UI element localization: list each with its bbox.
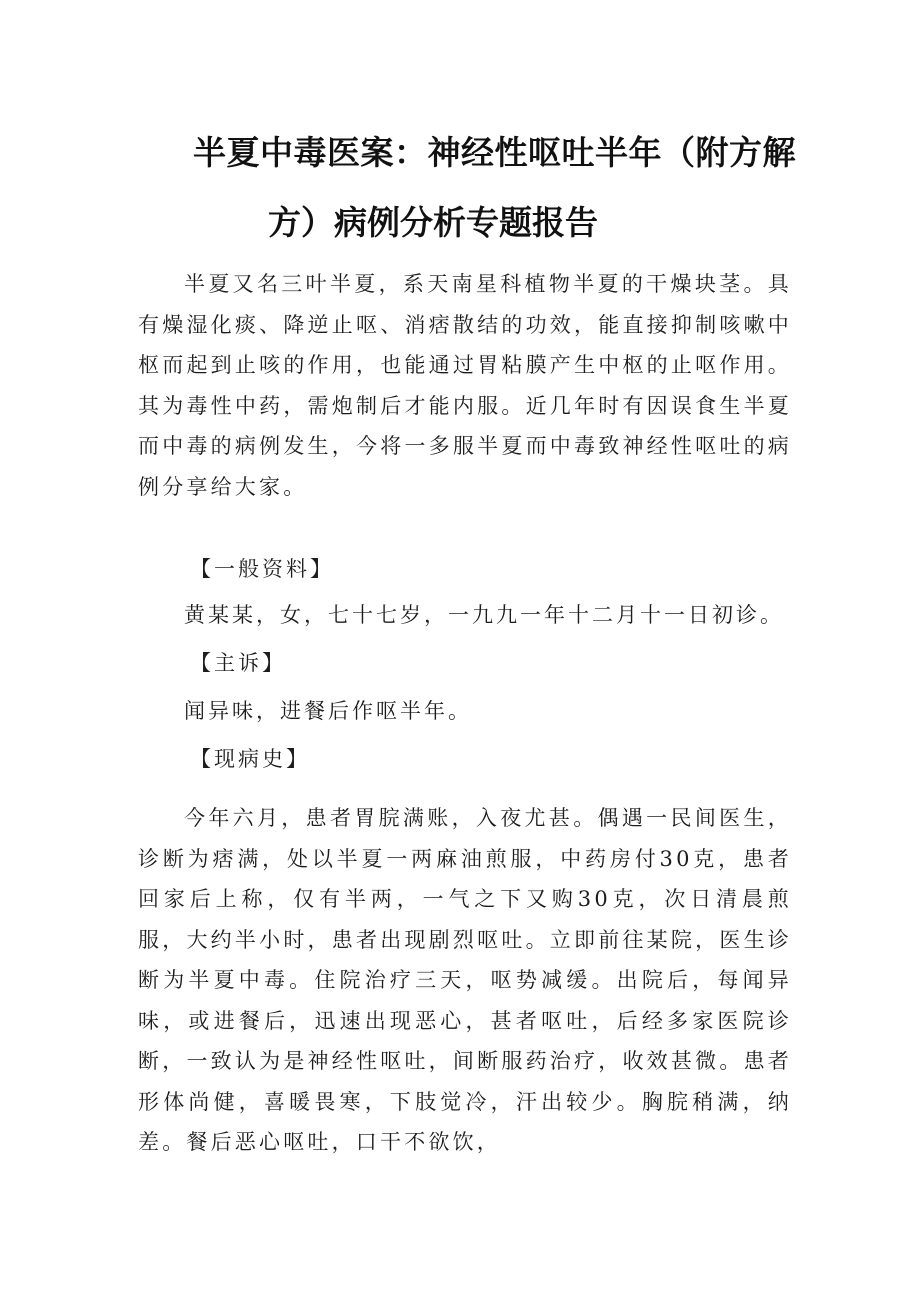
present-illness-heading: 【现病史】	[190, 747, 310, 771]
present-illness-paragraph: 今年六月，患者胃脘满账，入夜尤甚。偶遇一民间医生，诊断为痞满，处以半夏一两麻油煎服，中药房付30克，患者回家后上称，仅有半两，一气之下又购30克，次日清晨煎服，大约半小时，患者出现剧烈呕吐。立即前往某院，医生诊断为半夏中毒。住院治疗三天，呕势减缓。出院后，每闻异味，或进餐后，迅速出现恶心，甚者呕吐，后经多家医院诊断，一致认为是神经性呕吐，间断服药治疗，收效甚微。患者形体尚健，喜暖畏寒，下肢觉冷，汗出较少。胸脘稍满，纳差。餐后恶心呕吐，口干不欲饮，	[138, 806, 792, 1154]
document-title-line-2: 方）病例分析专题报告	[268, 203, 598, 242]
chief-complaint-heading: 【主诉】	[190, 651, 286, 675]
chief-complaint-text: 闻异味，进餐后作呕半年。	[184, 699, 472, 723]
document-title-line-1: 半夏中毒医案：神经性呕吐半年（附方解	[193, 133, 796, 172]
general-info-heading: 【一般资料】	[190, 557, 334, 581]
intro-paragraph: 半夏又名三叶半夏，系天南星科植物半夏的干燥块茎。具有燥湿化痰、降逆止呕、消痞散结的功效，能直接抑制咳嗽中枢而起到止咳的作用，也能通过胃粘膜产生中枢的止呕作用。其为毒性中药，需炮制后才能内服。近几年时有因误食生半夏而中毒的病例发生，今将一多服半夏而中毒致神经性呕吐的病例分享给大家。	[138, 272, 792, 499]
general-info-text: 黄某某，女，七十七岁，一九九一年十二月十一日初诊。	[184, 603, 784, 627]
